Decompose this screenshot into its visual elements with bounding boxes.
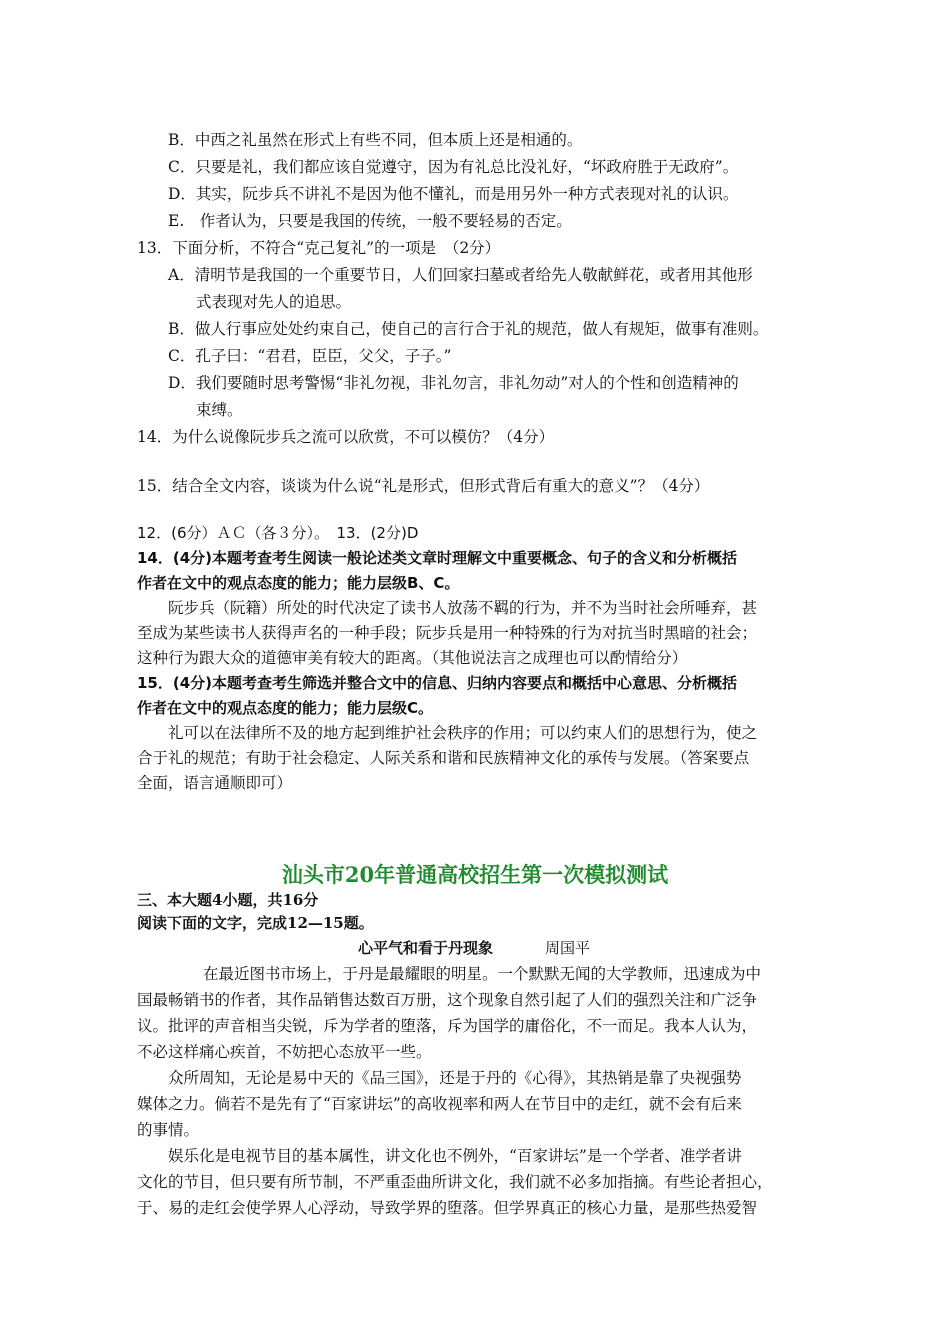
reading-instruction: 阅读下面的文字，完成12—15题。: [137, 914, 374, 932]
article-paragraph-line: 不必这样痛心疾首，不妨把心态放平一些。: [137, 1043, 432, 1061]
q12-option-d: D．其实，阮步兵不讲礼不是因为他不懂礼，而是用另外一种方式表现对礼的认识。: [168, 185, 739, 203]
answer-15-body-3: 全面，语言通顺即可）: [137, 774, 293, 792]
q15-stem: 15．结合全文内容，谈谈为什么说“礼是形式，但形式背后有重大的意义”？（4分）: [137, 477, 710, 495]
answer-15-heading: 15．(4分)本题考查考生筛选并整合文中的信息、归纳内容要点和概括中心意思、分析概括: [137, 674, 738, 692]
article-paragraph-line: 议。批评的声音相当尖锐，斥为学者的堕落，斥为国学的庸俗化，不一而足。我本人认为，: [137, 1017, 758, 1035]
q13-option-d: D．我们要随时思考警惕“非礼勿视，非礼勿言，非礼勿动”对人的个性和创造精神的: [168, 374, 739, 392]
q12-option-e: E. 作者认为，只要是我国的传统，一般不要轻易的否定。: [168, 212, 572, 230]
q12-option-c: C．只要是礼，我们都应该自觉遵守，因为有礼总比没礼好，“坏政府胜于无政府”。: [168, 158, 739, 176]
answer-14-body-3: 这种行为跟大众的道德审美有较大的距离。（其他说法言之成理也可以酌情给分）: [137, 649, 688, 667]
article-paragraph: 众所周知，无论是易中天的《品三国》，还是于丹的《心得》，其热销是靠了央视强势: [168, 1069, 742, 1087]
article-paragraph-line: 于、易的走红会使学界人心浮动，导致学界的堕落。但学界真正的核心力量，是那些热爱智: [137, 1199, 758, 1217]
article-paragraph-line: 国最畅销书的作者，其作品销售达数百万册，这个现象自然引起了人们的强烈关注和广泛争: [137, 991, 758, 1009]
answer-15-body: 礼可以在法律所不及的地方起到维护社会秩序的作用；可以约束人们的思想行为，使之: [168, 724, 758, 742]
article-author: 周国平: [545, 939, 591, 957]
answer-15-heading-cont: 作者在文中的观点态度的能力；能力层级C。: [137, 699, 434, 717]
answer-14-body-2: 至成为某些读书人获得声名的一种手段；阮步兵是用一种特殊的行为对抗当时黑暗的社会；: [137, 624, 758, 642]
q13-option-d-cont: 束缚。: [196, 401, 243, 419]
article-paragraph-line: 媒体之力。倘若不是先有了“百家讲坛”的高收视率和两人在节目中的走红，就不会有后来: [137, 1095, 742, 1113]
answer-15-body-2: 合于礼的规范；有助于社会稳定、人际关系和谐和民族精神文化的承传与发展。（答案要点: [137, 749, 750, 767]
answer-12-13: 12．(6分）ＡＣ（各３分）。 13．(2分)D: [137, 524, 419, 542]
answer-14-heading-cont: 作者在文中的观点态度的能力；能力层级B、C。: [137, 574, 460, 592]
q12-option-b: B．中西之礼虽然在形式上有些不同，但本质上还是相通的。: [168, 131, 583, 149]
q13-option-a: A．清明节是我国的一个重要节日，人们回家扫墓或者给先人敬献鲜花，或者用其他形: [168, 266, 753, 284]
q13-option-b: B．做人行事应处处约束自己，使自己的言行合于礼的规范，做人有规矩，做事有准则。: [168, 320, 769, 338]
q13-stem: 13．下面分析，不符合“克己复礼”的一项是 （2分）: [137, 239, 501, 257]
article-paragraph-line: 文化的节目，但只要有所节制，不严重歪曲所讲文化，我们就不必多加指摘。有些论者担心，: [137, 1173, 773, 1191]
part-heading: 三、本大题4小题，共16分: [137, 891, 319, 909]
article-paragraph-line: 的事情。: [137, 1121, 200, 1139]
article-paragraph: 娱乐化是电视节目的基本属性，讲文化也不例外，“百家讲坛”是一个学者、准学者讲: [168, 1147, 742, 1165]
answer-14-body: 阮步兵（阮籍）所处的时代决定了读书人放荡不羁的行为，并不为当时社会所唾弃，甚: [168, 599, 758, 617]
q14-stem: 14．为什么说像阮步兵之流可以欣赏，不可以模仿？（4分）: [137, 428, 555, 446]
answer-14-heading: 14．(4分)本题考查考生阅读一般论述类文章时理解文中重要概念、句子的含义和分析概括: [137, 549, 738, 567]
article-title: 心平气和看于丹现象: [358, 939, 494, 957]
q13-option-a-cont: 式表现对先人的追思。: [196, 293, 352, 311]
exam-title: 汕头市20年普通高校招生第一次模拟测试: [281, 862, 669, 887]
q13-option-c: C．孔子曰：“君君，臣臣，父父，子子。”: [168, 347, 452, 365]
article-paragraph: 在最近图书市场上，于丹是最耀眼的明星。一个默默无闻的大学教师，迅速成为中: [203, 965, 762, 983]
